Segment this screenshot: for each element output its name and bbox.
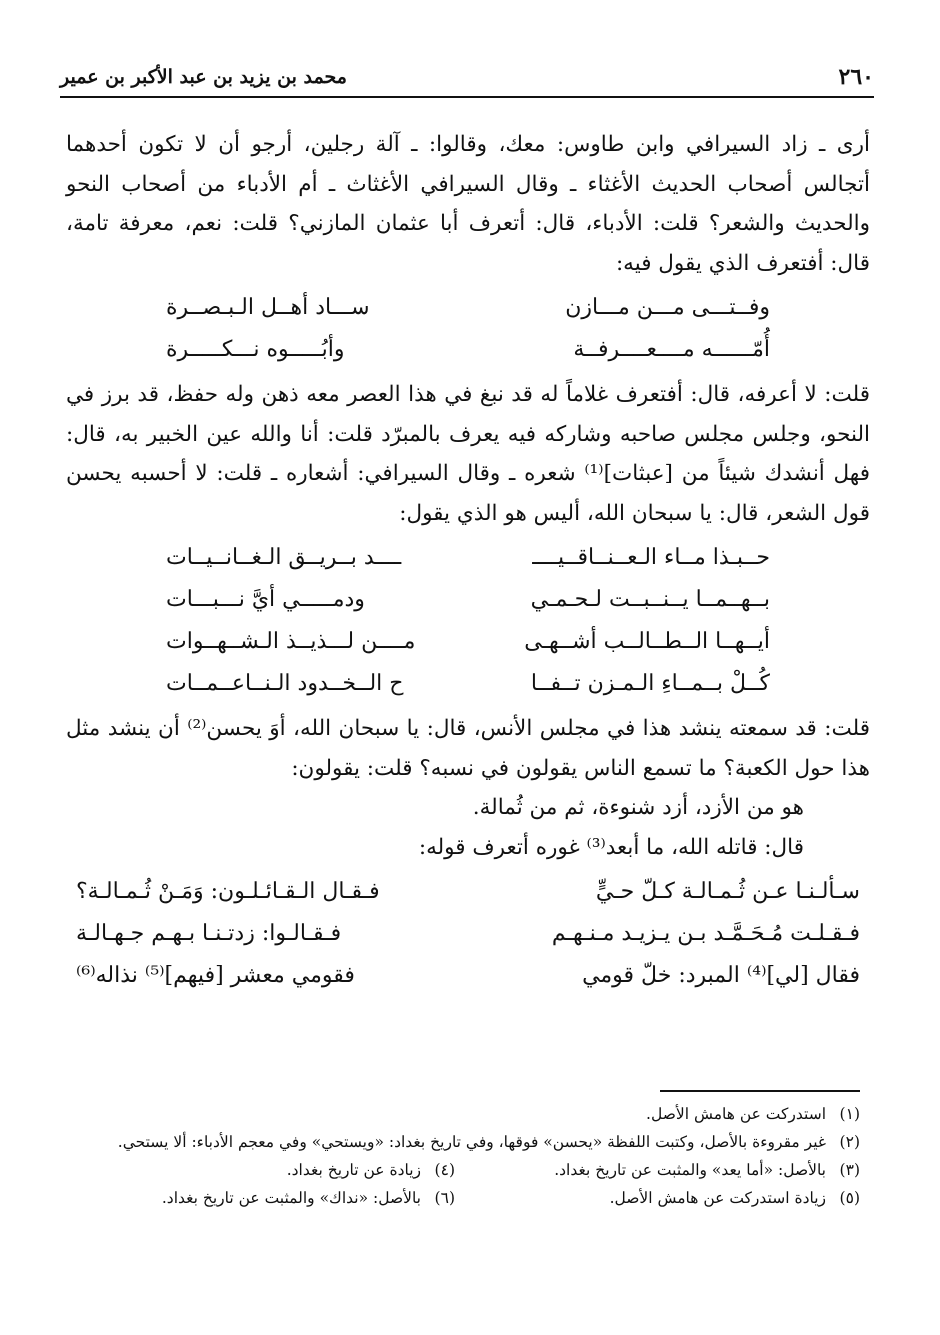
footnote-number: (٤)	[434, 1161, 455, 1179]
footnote-4	[70, 1156, 475, 1184]
footnote-text: زيادة عن تاريخ بغداد.	[286, 1161, 421, 1179]
verse-line	[66, 621, 870, 663]
verse-first-hemistich: أُمّــــــه مــــعــــرفــة	[573, 337, 770, 362]
footnote-number: (٢)	[839, 1133, 860, 1151]
footnote-text: غير مقروءة بالأصل، وكتبت اللفظة «يحسن» فوقها، وفي تاريخ بغداد: «ويستحي» وفي معجم الأدباء: ألا يستحي.	[117, 1133, 826, 1151]
verse-second-hemistich: ــــد بــريــق الـغــانــيــات	[166, 545, 402, 570]
paragraph-5: قال: قاتله الله، ما أبعد⁽³⁾ غوره أتعرف قوله:	[418, 834, 804, 860]
footnote-5	[475, 1184, 860, 1212]
footnote-row	[70, 1156, 860, 1184]
verse-line	[66, 913, 870, 955]
footnote-3	[475, 1156, 860, 1184]
verse-line	[66, 537, 870, 579]
verse-second-hemistich: فـقـال الـقـائـلـون: وَمَـنْ ثُـمـالـة؟	[76, 879, 380, 904]
verse-second-hemistich: ســـاد أهــل الـبـصــرة	[166, 295, 370, 320]
verse-line	[66, 329, 870, 371]
verse-line	[66, 579, 870, 621]
verse-first-hemistich: سـألـنـا عـن ثُـمـالـة كـلّ حـيٍّ	[595, 879, 860, 904]
main-text	[66, 125, 870, 1001]
footnote-text: بالأصل: «أما يعد» والمثبت عن تاريخ بغداد.	[554, 1161, 826, 1179]
poem-3	[66, 871, 870, 997]
footnote-2	[70, 1128, 860, 1156]
footnote-row	[70, 1184, 860, 1212]
page-number: ٢٦٠	[838, 64, 874, 90]
verse-second-hemistich: ودمـــــي أيَّ نـــبـــات	[166, 587, 365, 612]
paragraph-2: قلت: لا أعرفه، قال: أفتعرف غلاماً له قد نبغ في هذا العصر معه ذهن وله حفظ، قد برز في النحو، وجلس مجلس صاحبه وشاركه فيه يعرف بالمبرّد قلت: أنا والله عين الخبير به، قال: فهل أنشدك شيئاً من [عبثات]⁽¹⁾ شعره ـ وقال السيرافي: أشعاره ـ قلت: لا أحسبه يحسن قول الشعر، قال: يا سبحان الله، أليس هو الذي يقول:	[66, 382, 870, 526]
verse-first-hemistich: كُــلْ بــمــاءِ الـمـزن تــفــا	[530, 671, 770, 696]
paragraph-3: قلت: قد سمعته ينشد هذا في مجلس الأنس، قال: يا سبحان الله، أوَ يحسن⁽²⁾ أن ينشد مثل هذا حول الكعبة؟ ما تسمع الناس يقولون في نسبه؟ قلت: يقولون:	[66, 716, 870, 781]
footnote-text: زيادة استدركت عن هامش الأصل.	[609, 1189, 826, 1207]
poem-2	[66, 537, 870, 705]
verse-line	[66, 663, 870, 705]
footnote-6	[70, 1184, 475, 1212]
verse-line	[66, 871, 870, 913]
poem-1	[66, 287, 870, 371]
footnotes	[70, 1100, 860, 1212]
verse-first-hemistich: أيــهــا الــطــالــب أشــهـى	[524, 629, 770, 654]
footnote-text: استدركت عن هامش الأصل.	[646, 1105, 826, 1123]
running-title: محمد بن يزيد بن عبد الأكبر بن عمير	[60, 66, 347, 88]
paragraph-1: أرى ـ زاد السيرافي وابن طاوس: معك، وقالوا: ـ آلة رجلين، أرجو أن لا تكون أحدهما أتجالس أصحاب الحديث الأغثاء ـ وقال السيرافي الأغثاث ـ أم الأدباء من أصحاب النحو والحديث والشعر؟ قلت: الأدباء، قال: أتعرف أبا عثمان المازني؟ قلت: نعم، معرفة تامة، قال: أفتعرف الذي يقول فيه:	[66, 132, 870, 276]
verse-first-hemistich: فـقـلـت مُـحَـمَّـد بـن يـزيـد مـنـهـم	[551, 921, 860, 946]
footnote-number: (١)	[839, 1105, 860, 1123]
footnote-number: (٣)	[839, 1161, 860, 1179]
footnote-number: (٥)	[839, 1189, 860, 1207]
verse-second-hemistich: وأبُـــــوه نـــكـــــرة	[166, 337, 345, 362]
footnote-1	[70, 1100, 860, 1128]
footnote-text: بالأصل: «نداك» والمثبت عن تاريخ بغداد.	[161, 1189, 421, 1207]
verse-line	[66, 287, 870, 329]
page-header	[60, 58, 874, 98]
paragraph-4: هو من الأزد، أزد شنوءة، ثم من ثُمالة.	[472, 795, 804, 820]
verse-first-hemistich: وفــتـــى مـــن مـــازن	[565, 295, 770, 320]
verse-second-hemistich: فـقـالـوا: زدتـنـا بـهـم جـهـالـة	[76, 921, 342, 946]
verse-first-hemistich: فقال [لي]⁽⁴⁾ المبرد: خلّ قومي	[582, 963, 860, 988]
verse-line	[66, 955, 870, 997]
footnote-number: (٦)	[434, 1189, 455, 1207]
footnote-separator	[660, 1090, 860, 1092]
verse-first-hemistich: بــهــمــا يــنــبــت لـحـمـي	[530, 587, 770, 612]
verse-second-hemistich: ح الــخــدود الـنــاعــمــات	[166, 671, 404, 696]
verse-first-hemistich: حــبـذا مــاء الـعــنــاقــيــــ	[532, 545, 770, 570]
verse-second-hemistich: فقومي معشر [فيهم]⁽⁵⁾ نذاله⁽⁶⁾	[76, 963, 355, 988]
verse-second-hemistich: مــــن لـــذيــذ الـشــهــوات	[166, 629, 416, 654]
